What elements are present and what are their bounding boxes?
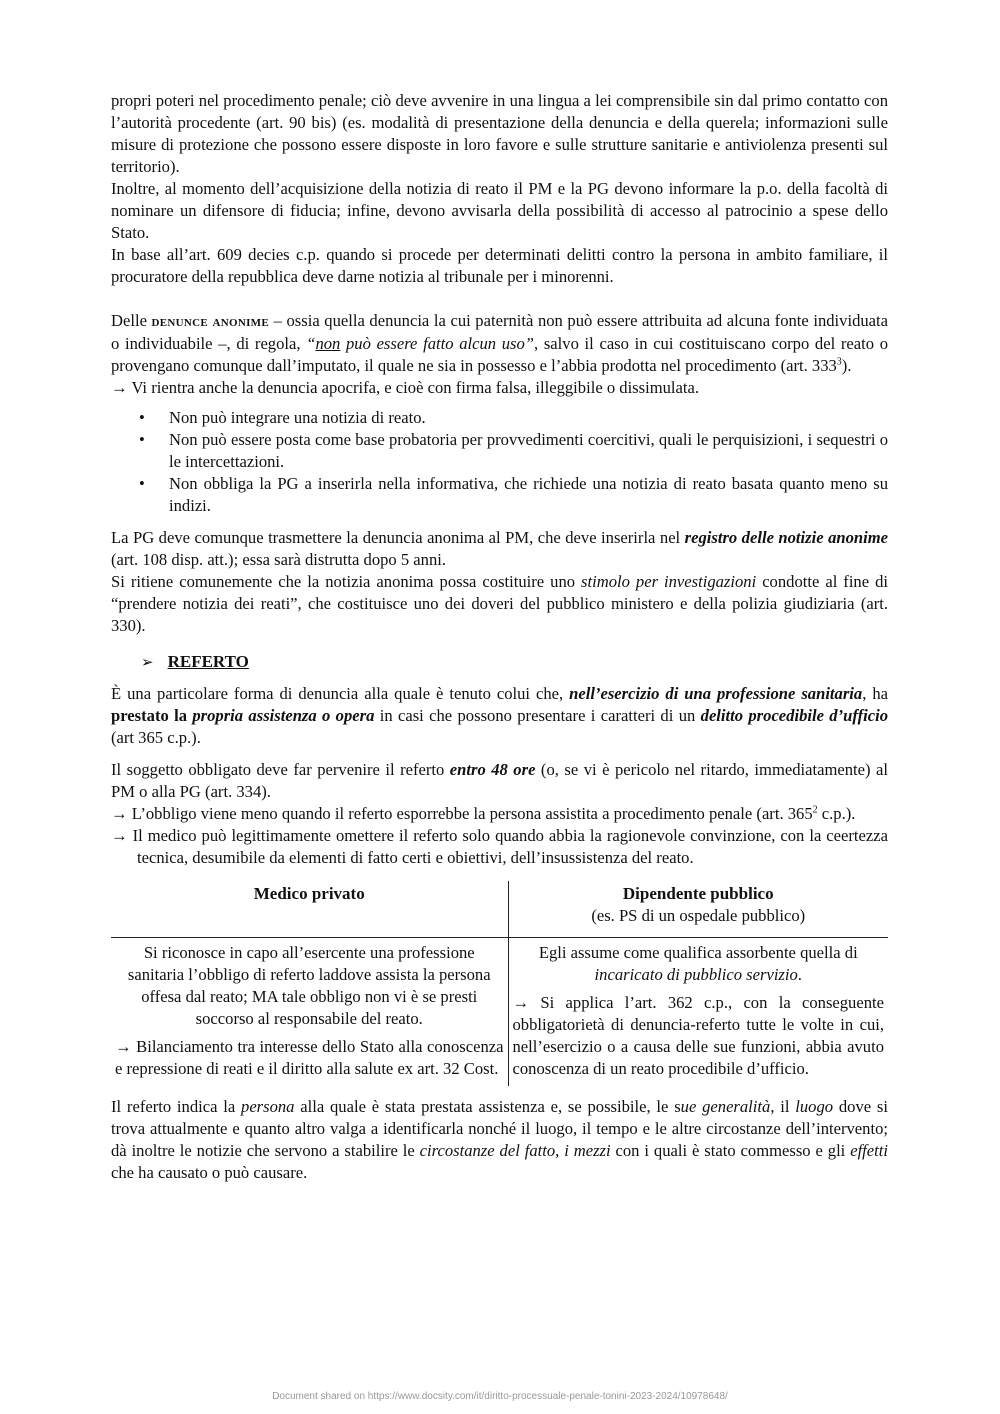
footer-watermark: Document shared on https://www.docsity.com/it/diritto-processuale-penale-tonini-2023-2024/10978648/: [272, 1391, 728, 1402]
arrowhead-bullet-icon: ➢: [141, 653, 154, 671]
section-heading-referto: [141, 651, 888, 673]
table-header-cell: Dipendente pubblico (es. PS di un ospedale pubblico): [508, 881, 888, 938]
quote-no-use: “non può essere fatto alcun uso”: [306, 334, 535, 353]
table-header-cell: Medico privato: [111, 881, 508, 938]
paragraph-referto-contenuto: Il referto indica la persona alla quale è stata prestata assistenza e, se possibile, le sue generalità, il luogo dove si trova attualmente e quanto altro valga a identificarla nonché il luogo, il tempo e le altre circostanze dell’intervento; dà inoltre le notizie che servono a stabilire le circostanze del fatto, i mezzi con i quali è stato commesso e gli effetti che ha causato o può causare.: [111, 1097, 888, 1182]
comparison-table: [111, 881, 888, 1086]
table-row: [111, 938, 888, 1087]
list-item: • Non può essere posta come base probatoria per provvedimenti coercitivi, quali le perquisizioni, i sequestri o le intercettazioni.: [139, 430, 888, 471]
paragraph-stimolo: Si ritiene comunemente che la notizia anonima possa costituire uno stimolo per investigazioni condotte al fine di “prendere notizia dei reati”, che costituisce uno dei doveri del pubblico ministero e della polizia giudiziaria (art. 330).: [111, 572, 888, 635]
document-page: [111, 90, 888, 1184]
paragraph-defender: Inoltre, al momento dell’acquisizione della notizia di reato il PM e la PG devono informare la p.o. della facoltà di nominare un difensore di fiducia; infine, devono avvisarla della possibilità di accesso al patrocinio a spese dello Stato.: [111, 179, 888, 242]
list-item: • Non obbliga la PG a inserirla nella informativa, che richiede una notizia di reato basata quanto meno su indizi.: [139, 474, 888, 515]
term-registro: registro delle notizie anonime: [684, 528, 888, 547]
term-stimolo: stimolo per investigazioni: [581, 572, 757, 591]
table-cell: Egli assume come qualifica assorbente quella di incaricato di pubblico servizio. → Si applica l’art. 362 c.p., con la conseguente obbligatorietà di denuncia-referto tutte le volte in cui, nell’esercizio o a causa delle sue funzioni, abbia avuto conoscenza di un reato procedibile d’ufficio.: [512, 943, 884, 1078]
paragraph-pg-trasmissione: La PG deve comunque trasmettere la denuncia anonima al PM, che deve inserirla nel registro delle notizie anonime (art. 108 disp. att.); essa sarà distrutta dopo 5 anni.: [111, 528, 888, 569]
arrow-note-omissione: → Il medico può legittimamente omettere il referto solo quando abbia la ragionevole convinzione, con la ceertezza tecnica, desumibile da elementi di fatto certi e obiettivi, dell’insussistenza del reato.: [111, 826, 888, 867]
list-item: • Non può integrare una notizia di reato.: [139, 408, 426, 427]
bullet-icon: •: [139, 430, 145, 449]
paragraph-anonymous-complaints: Delle denunce anonime – ossia quella denuncia la cui paternità non può essere attribuita ad alcuna fonte individuata o individuabile –, di regola, “non può essere fatto alcun uso”, salvo il caso in cui costituiscano corpo del reato o provengano comunque dall’imputato, il quale ne sia in possesso e l’abbia prodotta nel procedimento (art. $333^3$).: [111, 311, 889, 375]
bullet-icon: •: [139, 408, 145, 427]
bullet-list: [111, 407, 888, 517]
section-title: REFERTO: [167, 652, 249, 671]
table-cell: Si riconosce in capo all’esercente una professione sanitaria l’obbligo di referto laddove assista la persona offesa dal reato; MA tale obbligo non vi è se presti soccorso al responsabile del reato. → Bilanciamento tra interesse dello Stato alla conoscenza e repressione di reati e il diritto alla salute ex art. 32 Cost.: [111, 938, 508, 1087]
table-header-row: [111, 881, 888, 938]
paragraph-rights: propri poteri nel procedimento penale; ciò deve avvenire in una lingua a lei comprensibile sin dal primo contatto con l’autorità procedente (art. 90 bis) (es. modalità di presentazione della denuncia e della querela; informazioni sulle misure di protezione che possono essere disposte in loro favore e sulle strutture sanitarie e antiviolenza presenti sul territorio).: [111, 91, 888, 176]
term-denunce-anonime: denunce anonime: [151, 314, 270, 330]
paragraph-609-decies: In base all’art. 609 decies c.p. quando si procede per determinati delitti contro la persona in ambito familiare, il procuratore della repubblica deve darne notizia al tribunale per i minorenni.: [111, 245, 888, 286]
paragraph-referto-def: È una particolare forma di denuncia alla quale è tenuto colui che, nell’esercizio di una professione sanitaria, ha prestato la propria assistenza o opera in casi che possono presentare i caratteri di un delitto procedibile d’ufficio (art 365 c.p.).: [111, 684, 888, 747]
bullet-icon: •: [139, 474, 145, 493]
paragraph-referto-termini: Il soggetto obbligato deve far pervenire il referto entro 48 ore (o, se vi è pericolo nel ritardo, immediatamente) al PM o alla PG (art. 334).: [111, 760, 888, 801]
arrow-note-apocrifa: → Vi rientra anche la denuncia apocrifa, e cioè con firma falsa, illeggibile o dissimulata.: [111, 378, 700, 397]
arrow-note-obbligo: → L’obbligo viene meno quando il referto esporrebbe la persona assistita a procedimento penale (art. $365^2$ c.p.).: [111, 804, 856, 823]
